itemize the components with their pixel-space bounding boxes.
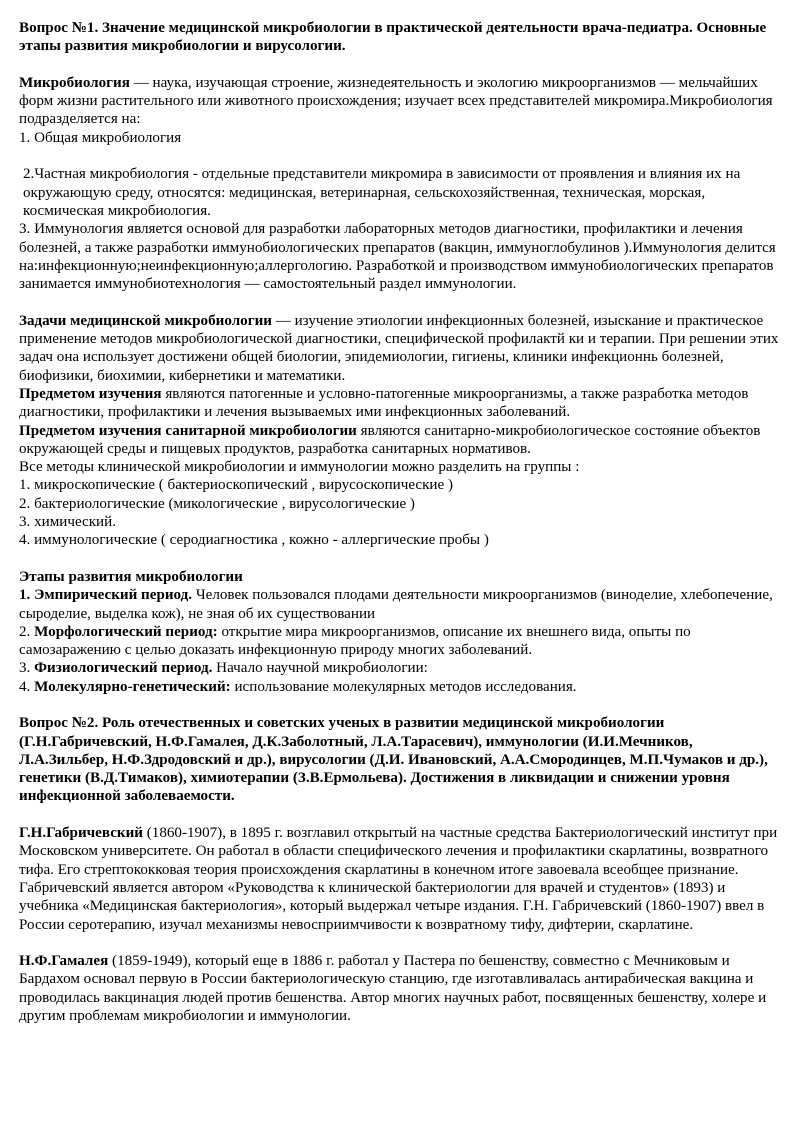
method-item: 3. химический. <box>19 514 116 531</box>
method-item: 2. бактериологические (микологические , вирусологические ) <box>19 495 415 512</box>
method-item: 1. микроскопические ( бактериоскопический , вирусоскопические ) <box>19 477 454 494</box>
tasks-paragraph: Задачи медицинской микробиологии — изучение этиологии инфекционных болезней, изыскание и практическое применение методов микробиологической диагностики, специфической профилактй ки и терапии. При решении этих задач она использует достижени общей биологии, эпидемиологии, гигиены, клиники инфекционнь болезней, биофизики, биохимии, кибернетики и математики. <box>19 312 779 384</box>
microbiology-definition: Микробиология — наука, изучающая строение, жизнедеятельность и экологию микроорганизмов — мельчайших форм жизни растительного или животного происхождения; изучает всех представителей микромира.Микробиология подразделяется на: <box>19 74 773 128</box>
method-item: 4. иммунологические ( серодиагностика , кожно - аллергические пробы ) <box>19 532 489 549</box>
sanitary-paragraph: Предметом изучения санитарной микробиологии являются санитарно-микробиологическое состояние объектов окружающей среды и пищевых продуктов, разработка санитарных нормативов. <box>19 422 761 457</box>
stage-1: 1. Эмпирический период. Человек пользовался плодами деятельности микроорганизмов (виноделие, хлебопечение, сыроделие, выделка кож), не зная об их существовании <box>19 587 773 622</box>
stage-3: 3. Физиологический период. Начало научной микробиологии: <box>19 660 428 677</box>
subdivision-item-3: 3. Иммунология является основой для разработки лабораторных методов диагностики, профилактики и лечения болезней, а также разработки иммунобиологических препаратов (вакцин, иммуноглобулинов ).Иммунология делится на:инфекционную;неинфекционную;аллергологию. Разработкой и производством иммунобиологических препаратов занимается иммунобиотехнология — самостоятельный раздел иммунологии. <box>19 221 776 293</box>
gamaleya-paragraph: Н.Ф.Гамалея (1859-1949), который еще в 1886 г. работал у Пастера по бешенству, совместно с Мечниковым и Бардахом основал первую в России бактериологическую станцию, где изготавливалась антирабическая вакцина и проводилась вакцинация людей против бешенства. Автор многих научных работ, посвященных бешенству, холере и другим проблемам микробиологии и иммунологии. <box>19 953 767 1025</box>
methods-intro: Все методы клинической микробиологии и иммунологии можно разделить на группы : <box>19 459 580 476</box>
question-2-title: Вопрос №2. Роль отечественных и советских ученых в развитии медицинской микробиологии (Г.Н.Габричевский, Н.Ф.Гамалея, Д.К.Заболотный, Л.А.Тарасевич), иммунологии (И.И.Мечников, Л.А.Зильбер, Н.Ф.Здродовский и др.), вирусологии (Д.И. Ивановский, А.А.Смородинцев, М.П.Чумаков и др.), генетики (В.Д.Тимаков), химиотерапии (З.В.Ермольева). Достижения в ликвидации и снижении уровня инфекционной заболеваемости. <box>19 715 768 805</box>
gabrichevsky-paragraph: Г.Н.Габричевский (1860-1907), в 1895 г. возглавил открытый на частные средства Бактериологический институт при Московском университете. Он работал в области специфического лечения и профилактики скарлатины, возвратного тифа. Его стрептококковая теория происхождения скарлатины в конечном итоге завоевала всеобщее признание. Габричевский является автором «Руководства к клинической бактериологии для врачей и студентов» (1893) и учебника «Медицинская бактериология», который выдержал четыре издания. Г.Н. Габричевский (1860-1907) ввел в России серотерапию, изучал механизмы невосприимчивости к возвратному тифу, дифтерии, скарлатине. <box>19 825 778 933</box>
stage-2: 2. Морфологический период: открытие мира микроорганизмов, описание их внешнего вида, опыты по самозаражению с целью доказать инфекционную природу многих заболеваний. <box>19 623 691 659</box>
stage-4: 4. Молекулярно-генетический: использование молекулярных методов исследования. <box>19 678 577 695</box>
stages-heading: Этапы развития микробиологии <box>19 568 243 585</box>
question-1-title: Вопрос №1. Значение медицинской микробиологии в практической деятельности врача-педиатра. Основные этапы развития микробиологии и вирусологии. <box>19 20 767 55</box>
subdivision-item-2: 2.Частная микробиология - отдельные представители микромира в зависимости от проявления и влияния их на окружающую среду, относятся: медицинская, ветеринарная, сельскохозяйственная, техническая, морская, космическая микробиология. <box>23 166 741 219</box>
subject-paragraph: Предметом изучения являются патогенные и условно-патогенные микроорганизмы, а также разработка методов диагностики, профилактики и лечения вызываемых ими инфекционных заболеваний. <box>19 385 749 421</box>
subdivision-item-1: 1. Общая микробиология <box>19 129 182 146</box>
